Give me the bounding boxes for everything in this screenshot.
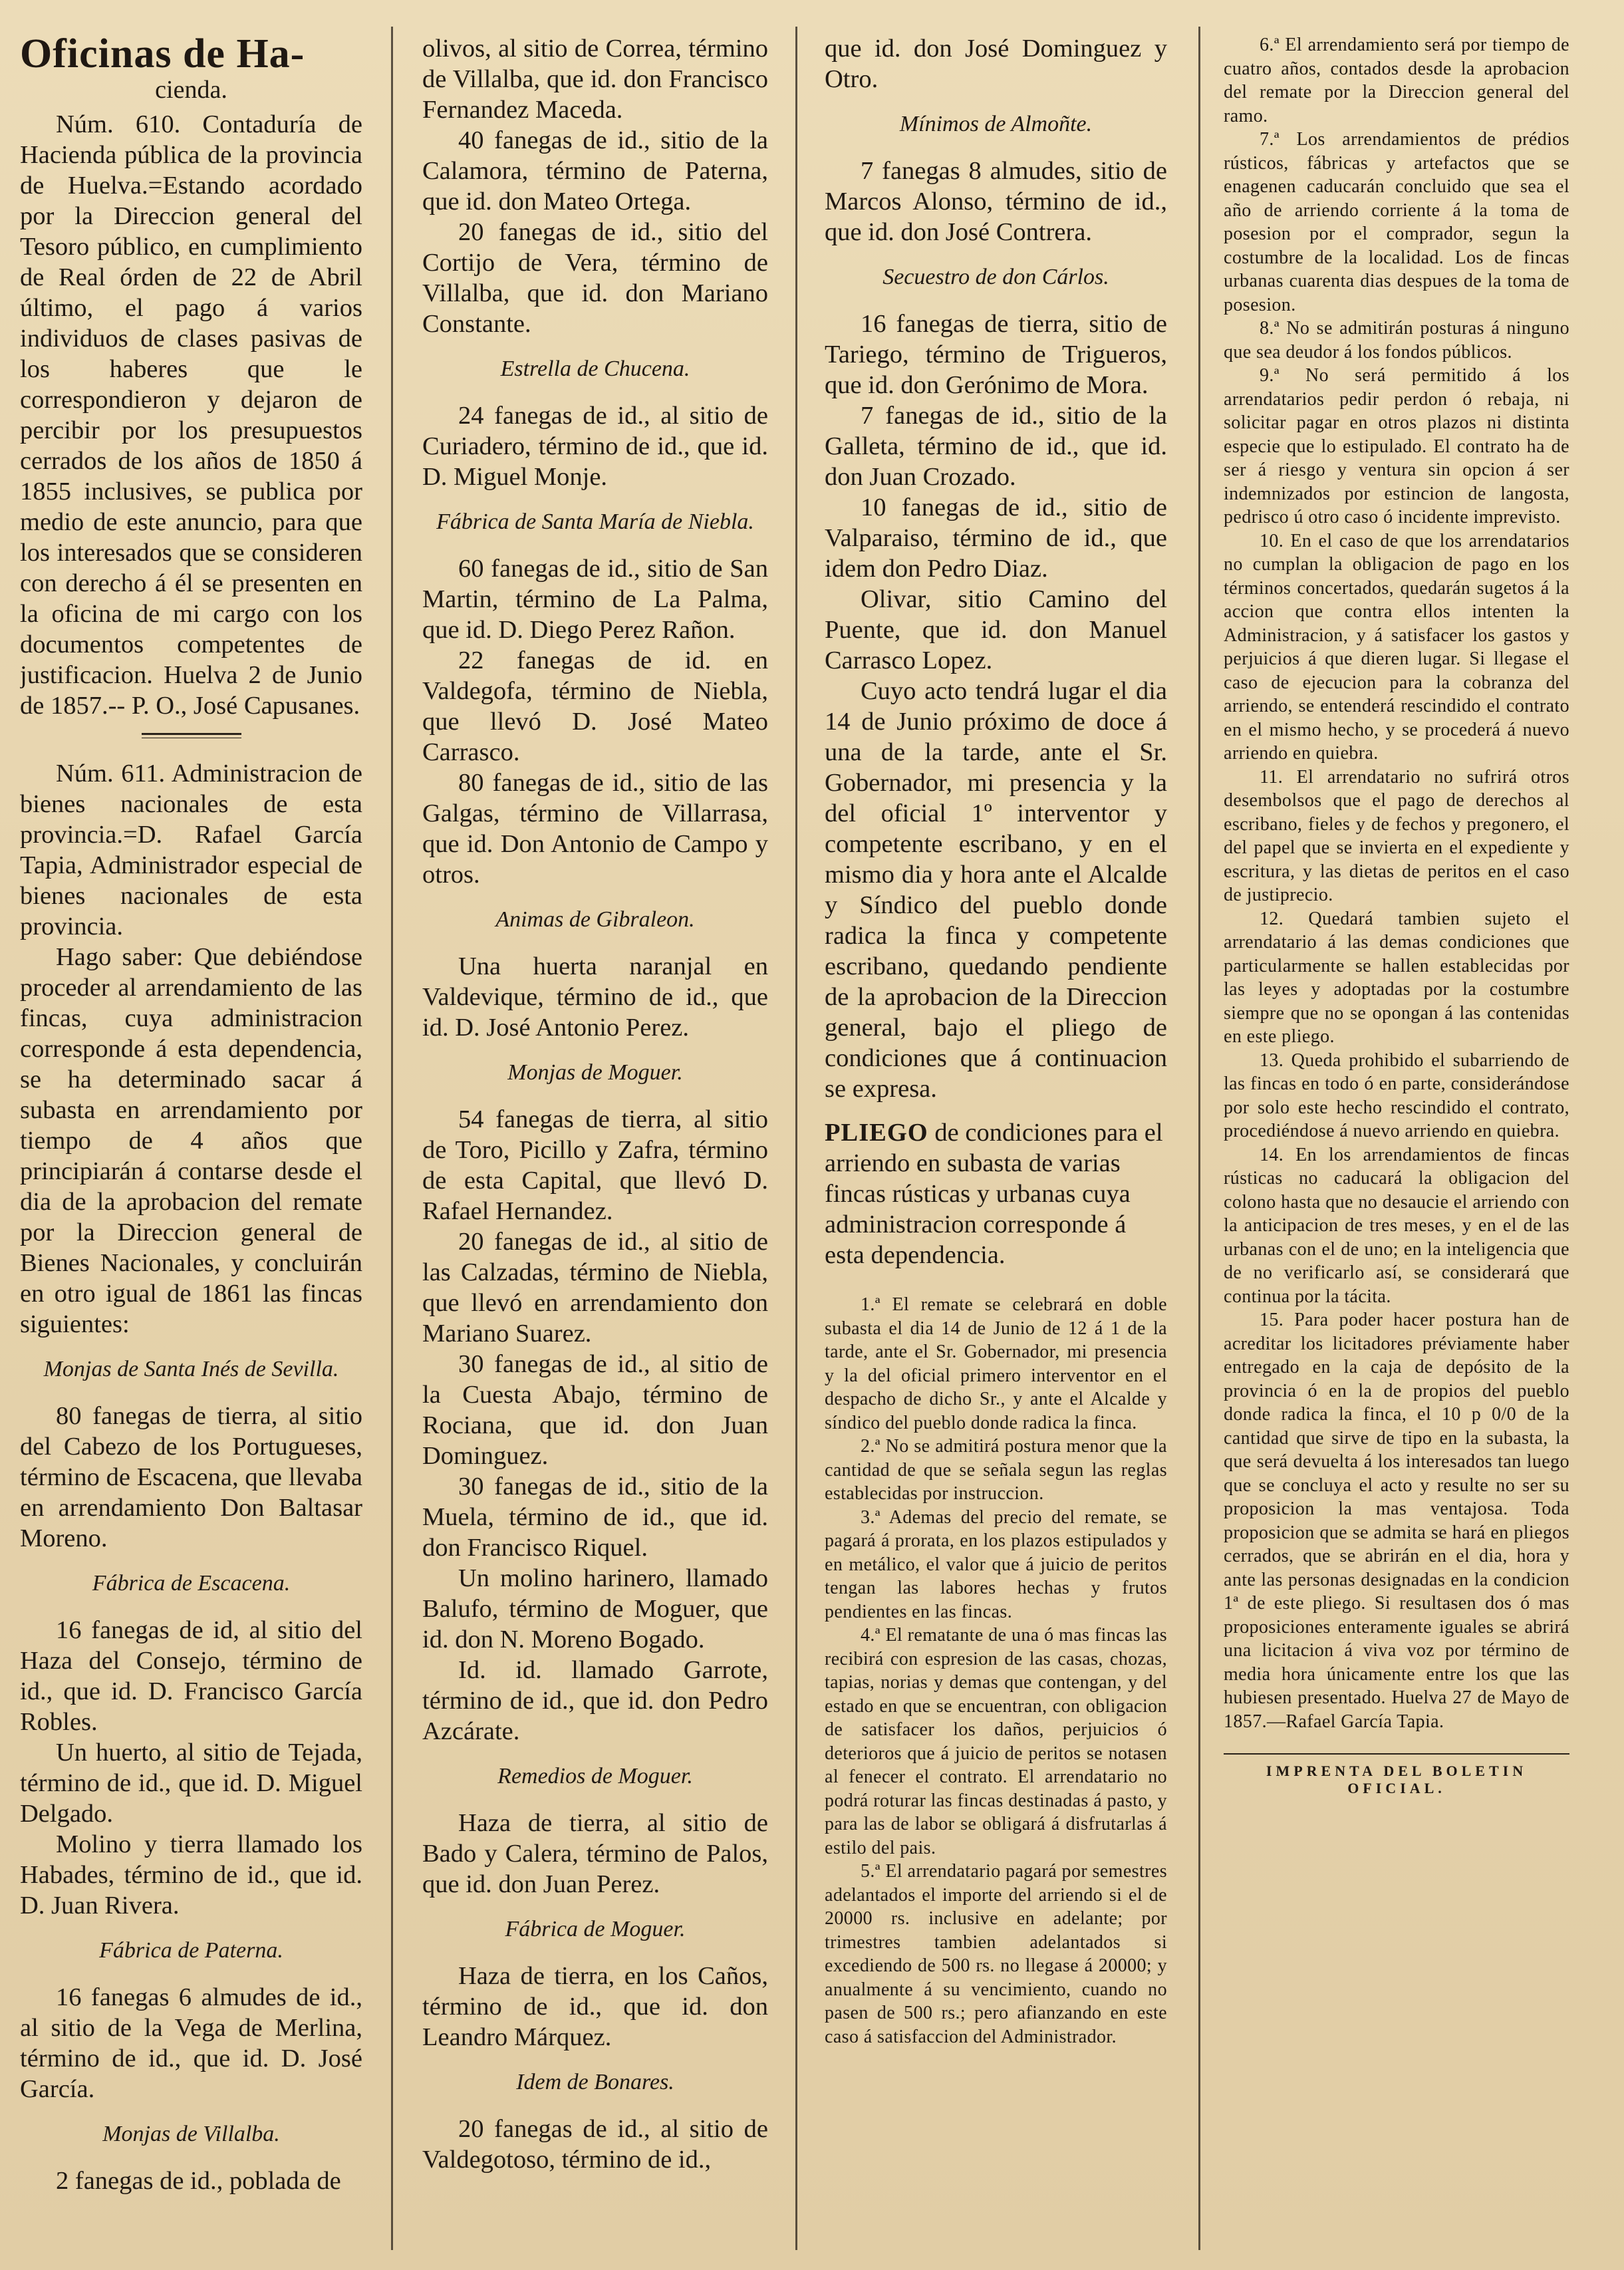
condition-4: 4.ª El rematante de una ó mas fincas las recibirá con espresion de las casas, chozas, tapias, norias y demas que contengan, y del estado en que se encuentran, con obligacion de satisfacer los daños, perjuicios ó deterioros que á juicio de peritos se notasen al fenecer el contrato. El arrendatario no podrá roturar las fincas destinadas á pasto, y para las de labor se obligará á disfrutarlas á estilo del pais. xyxy=(825,1625,1167,1858)
headline-continuation: cienda. xyxy=(155,76,227,104)
condition-14: 14. En los arrendamientos de fincas rústicas no caducará la obligacion del colono hasta que no desaucie el arriendo con la anticipacion de tres meses, y en el de las urbanas con el de uno; en la inteligencia que de no verificarlo así, se considerará que continua por la tácita. xyxy=(1224,1144,1569,1307)
property-entry: Un huerto, al sitio de Tejada, término de id., que id. D. Miguel Delgado. xyxy=(20,1739,362,1828)
owner-heading: Secuestro de don Cárlos. xyxy=(882,265,1109,289)
owner-heading: Animas de Gibraleon. xyxy=(495,907,695,932)
property-entry: Haza de tierra, al sitio de Bado y Calera, término de Palos, que id. don Juan Perez. xyxy=(422,1809,768,1898)
owner-heading: Remedios de Moguer. xyxy=(497,1764,693,1788)
condition-12: 12. Quedará tambien sujeto el arrendatario á las demas condiciones que particularmente se hallen establecidas por las leyes y adoptadas por la costumbre siempre que no se opongan á las contenidas en este pliego. xyxy=(1224,908,1569,1047)
condition-11: 11. El arrendatario no sufrirá otros desembolsos que el pago de derechos al escribano, fieles y de fechos y pregonero, el del papel que se invierta en el expediente y escritura, y las dietas de peritos en el caso de justiprecio. xyxy=(1224,766,1569,905)
notice-610: Núm. 610. Contaduría de Hacienda pública de la provincia de Huelva.=Estando acordado por la Direccion general del Tesoro público, en cumplimiento de Real órden de 22 de Abril último, el pago á varios individuos de clases pasivas de los haberes que le correspondieron y dejaron de percibir por los presupuestos cerrados de los años de 1850 á 1855 inclusives, se publica por medio de este anuncio, para que los interesados que se consideren con derecho á él se presenten en la oficina de mi cargo con los documentos competentes de justificacion. Huelva 2 de Junio de 1857.-- P. O., José Capusanes. xyxy=(20,110,362,720)
auction-notice: Cuyo acto tendrá lugar el dia 14 de Junio próximo de doce á una de la tarde, ante el Sr. Gobernador, mi presencia y la del oficial 1º interventor y competente escribano, y en el mismo dia y hora ante el Alcalde y Síndico del pueblo donde radica la finca y competente escribano, quedando pendiente de la aprobacion de la Direccion general, bajo el pliego de condiciones que á continuacion se expresa. xyxy=(825,677,1167,1103)
property-entry: 20 fanegas de id., al sitio de Valdegotoso, término de id., xyxy=(422,2115,768,2174)
section-headline: Oficinas de Ha- xyxy=(20,33,305,76)
property-entry: 30 fanegas de id., sitio de la Muela, término de id., que id. don Francisco Riquel. xyxy=(422,1473,768,1562)
property-entry: 7 fanegas de id., sitio de la Galleta, término de id., que id. don Juan Crozado. xyxy=(825,402,1167,491)
property-entry: Haza de tierra, en los Caños, término de id., que id. don Leandro Márquez. xyxy=(422,1962,768,2051)
owner-heading: Fábrica de Paterna. xyxy=(99,1938,283,1963)
property-entry: 20 fanegas de id., sitio del Cortijo de Vera, término de Villalba, que id. don Mariano Constante. xyxy=(422,218,768,338)
property-entry: Id. id. llamado Garrote, término de id., que id. don Pedro Azcárate. xyxy=(422,1656,768,1745)
condition-7: 7.ª Los arrendamientos de prédios rústicos, fábricas y artefactos que se enagenen caducarán concluido que sea el año de arriendo corriente á la toma de posesion por el comprador, segun la costumbre de la localidad. Los de fincas urbanas cuarenta dias despues de la toma de posesion. xyxy=(1224,129,1569,315)
property-entry: 16 fanegas de tierra, sitio de Tariego, término de Trigueros, que id. don Gerónimo de Mora. xyxy=(825,310,1167,399)
conditions-heading-word: PLIEGO xyxy=(825,1119,928,1147)
column-1 xyxy=(20,33,362,2270)
separator-ornament xyxy=(142,733,241,738)
property-entry: 2 fanegas de id., poblada de xyxy=(56,2167,341,2195)
condition-5: 5.ª El arrendatario pagará por semestres adelantados el importe del arriendo si el de 20000 rs. inclusive en adelante; por trimestres tambien adelantados si excediendo de 500 rs. no llegase á 20000; y anualmente á su vencimiento, cuando no pasen de 500 rs.; pero afianzando en este caso á satisfaccion del Administrador. xyxy=(825,1861,1167,2047)
condition-3: 3.ª Ademas del precio del remate, se pagará á prorata, en los plazos estipulados y en metálico, el valor que á juicio de peritos tengan las labores hechas y frutos pendientes en las fincas. xyxy=(825,1506,1167,1622)
property-entry: olivos, al sitio de Correa, término de Villalba, que id. don Francisco Fernandez Maceda. xyxy=(422,35,768,124)
column-rule xyxy=(391,27,393,2250)
condition-9: 9.ª No será permitido á los arrendatarios pedir perdon ó rebaja, ni solicitar pagar en otros plazos ni distinta especie que lo estipulado. El contrato ha de ser á riesgo y ventura sin opcion á ser indemnizados por estincion de langosta, pedrisco ú otro caso ó incidente imprevisto. xyxy=(1224,365,1569,527)
notice-611-body: Hago saber: Que debiéndose proceder al arrendamiento de las fincas, cuya administracion corresponde á esta dependencia, se ha determinado sacar á subasta en arrendamiento por tiempo de 4 años que principiarán á contarse desde el dia de la aprobacion del remate por la Direccion general de Bienes Nacionales, y concluirán en otro igual de 1861 las fincas siguientes: xyxy=(20,943,362,1338)
notice-611-heading: Núm. 611. Administracion de bienes nacionales de esta provincia.=D. Rafael García Tapia, Administrador especial de bienes nacionales de esta provincia. xyxy=(20,760,362,940)
property-entry: Molino y tierra llamado los Habades, término de id., que id. D. Juan Rivera. xyxy=(20,1830,362,1919)
owner-heading: Monjas de Moguer. xyxy=(507,1060,683,1085)
column-2 xyxy=(422,33,768,2270)
owner-heading: Monjas de Villalba. xyxy=(102,2122,280,2146)
conditions-heading xyxy=(825,1117,1167,1270)
condition-13: 13. Queda prohibido el subarriendo de las fincas en todo ó en parte, considerándose por solo este hecho rescindido el contrato, procediéndose á nuevo arriendo en quiebra. xyxy=(1224,1050,1569,1141)
imprint-rule xyxy=(1224,1753,1569,1755)
property-entry: 24 fanegas de id., al sitio de Curiadero, término de id., que id. D. Miguel Monje. xyxy=(422,402,768,491)
property-entry: 30 fanegas de id., al sitio de la Cuesta Abajo, término de Rociana, que id. don Juan Dominguez. xyxy=(422,1350,768,1470)
property-entry: 7 fanegas 8 almudes, sitio de Marcos Alonso, término de id., que id. don José Contrera. xyxy=(825,157,1167,246)
owner-heading: Idem de Bonares. xyxy=(516,2070,674,2094)
conditions-heading-text: de condiciones para el arriendo en subasta de varias fincas rústicas y urbanas cuya administracion corresponde á esta dependencia. xyxy=(825,1119,1163,1269)
condition-2: 2.ª No se admitirá postura menor que la cantidad de que se señala segun las reglas establecidas por instruccion. xyxy=(825,1436,1167,1504)
column-4 xyxy=(1224,33,1569,2270)
owner-heading: Monjas de Santa Inés de Sevilla. xyxy=(43,1357,339,1381)
property-entry: 40 fanegas de id., sitio de la Calamora, término de Paterna, que id. don Mateo Ortega. xyxy=(422,126,768,215)
property-entry: 80 fanegas de id., sitio de las Galgas, término de Villarrasa, que id. Don Antonio de Campo y otros. xyxy=(422,769,768,889)
condition-1: 1.ª El remate se celebrará en doble subasta el dia 14 de Junio de 12 á 1 de la tarde, ante el Sr. Gobernador, mi presencia y la del oficial primero interventor en el despacho de dicho Sr., y ante el Alcalde y síndico del pueblo donde radica la finca. xyxy=(825,1294,1167,1433)
property-entry: Un molino harinero, llamado Balufo, término de Moguer, que id. don N. Moreno Bogado. xyxy=(422,1564,768,1653)
owner-heading: Estrella de Chucena. xyxy=(500,356,690,381)
property-entry: 54 fanegas de tierra, al sitio de Toro, Picillo y Zafra, término de esta Capital, que llevó D. Rafael Hernandez. xyxy=(422,1105,768,1225)
column-rule xyxy=(795,27,797,2250)
column-rule xyxy=(1198,27,1200,2250)
condition-6: 6.ª El arrendamiento será por tiempo de cuatro años, contados desde la aprobacion del remate por la Direccion general del ramo. xyxy=(1224,35,1569,126)
property-entry: 10 fanegas de id., sitio de Valparaiso, término de id., que idem don Pedro Diaz. xyxy=(825,494,1167,583)
property-entry: 80 fanegas de tierra, al sitio del Cabezo de los Portugueses, término de Escacena, que llevaba en arrendamiento Don Baltasar Moreno. xyxy=(20,1402,362,1552)
condition-8: 8.ª No se admitirán posturas á ninguno que sea deudor á los fondos públicos. xyxy=(1224,318,1569,362)
owner-heading: Fábrica de Moguer. xyxy=(505,1917,686,1941)
property-entry: que id. don José Dominguez y Otro. xyxy=(825,35,1167,93)
property-entry: Olivar, sitio Camino del Puente, que id. don Manuel Carrasco Lopez. xyxy=(825,585,1167,674)
property-entry: 60 fanegas de id., sitio de San Martin, término de La Palma, que id. D. Diego Perez Rañon. xyxy=(422,555,768,644)
property-entry: Una huerta naranjal en Valdevique, término de id., que id. D. José Antonio Perez. xyxy=(422,952,768,1042)
property-entry: 16 fanegas 6 almudes de id., al sitio de la Vega de Merlina, término de id., que id. D. José García. xyxy=(20,1983,362,2103)
printer-imprint: IMPRENTA DEL BOLETIN OFICIAL. xyxy=(1266,1763,1528,1796)
owner-heading: Mínimos de Almoñte. xyxy=(899,112,1093,136)
condition-15: 15. Para poder hacer postura han de acreditar los licitadores préviamente haber entregado en la caja de depósito de la provincia ó en la de propios del pueblo donde radica la finca, el 10 p 0/0 de la cantidad que sirve de tipo en la subasta, la que será devuelta á los interesados tan luego que se concluya el acto y resulte no ser su proposicion la mas ventajosa. Toda proposicion que se admita se hará en pliegos cerrados, que se abrirán en el dia, hora y ante las personas designadas en la condicion 1ª de este pliego. Si resultasen dos ó mas proposiciones enteramente iguales se abrirá una licitacion á viva voz por término de media hora únicamente entre los que las hubiesen presentado. Huelva 27 de Mayo de 1857.—Rafael García Tapia. xyxy=(1224,1310,1569,1732)
property-entry: 22 fanegas de id. en Valdegofa, término de Niebla, que llevó D. José Mateo Carrasco. xyxy=(422,646,768,766)
property-entry: 16 fanegas de id, al sitio del Haza del Consejo, término de id., que id. D. Francisco García Robles. xyxy=(20,1616,362,1736)
property-entry: 20 fanegas de id., al sitio de las Calzadas, término de Niebla, que llevó en arrendamiento don Mariano Suarez. xyxy=(422,1228,768,1348)
owner-heading: Fábrica de Escacena. xyxy=(92,1571,291,1596)
column-3 xyxy=(825,33,1167,2270)
owner-heading: Fábrica de Santa María de Niebla. xyxy=(436,509,754,534)
condition-10: 10. En el caso de que los arrendatarios no cumplan la obligacion de pago en los términos concertados, quedarán sugetos á la accion que contra ellos intenten la Administracion, y á satisfacer los gastos y perjuicios á que dieren lugar. Si llegase el caso de ejecucion para la cobranza del arriendo, se entenderá rescindido el contrato en el mismo hecho, y se procederá á nuevo arriendo en quiebra. xyxy=(1224,530,1569,764)
